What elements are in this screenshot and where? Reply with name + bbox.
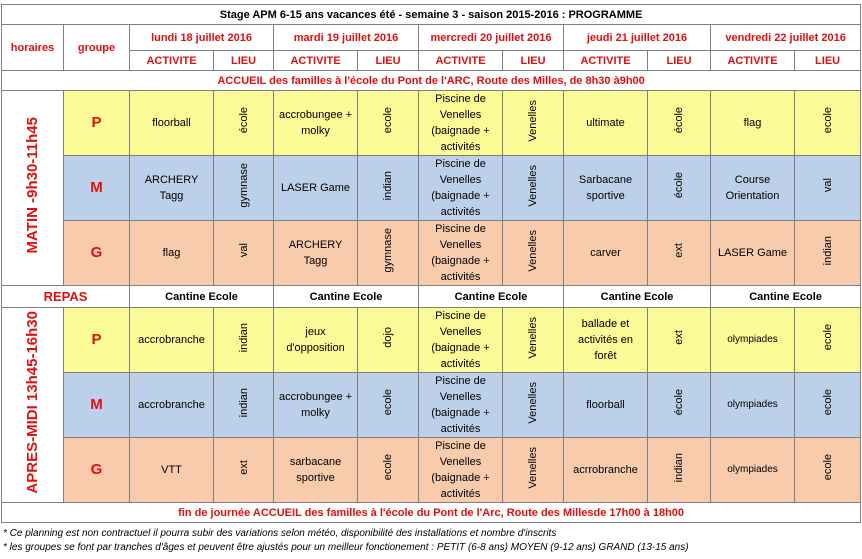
table-row (2, 221, 861, 286)
lieu-cell: Venelles (503, 221, 564, 286)
table-row (2, 91, 861, 156)
cantine-cell: Cantine Ecole (564, 286, 711, 308)
lieu-cell: ecole (358, 438, 419, 503)
activity-cell: floorball (564, 373, 648, 438)
cantine-cell: Cantine Ecole (419, 286, 564, 308)
lieu-cell: indian (214, 373, 274, 438)
activity-cell: jeux d'opposition (274, 308, 358, 373)
repas-row (2, 286, 861, 308)
header-activite: ACTIVITE (419, 51, 503, 71)
group-g: G (64, 221, 130, 286)
activity-cell: accrobranche (130, 373, 214, 438)
note-1: * Ce planning est non contractuel il pourra subir des variations selon météo, disponibilité des installations et nombre d'inscrits (3, 528, 557, 539)
activity-cell: floorball (130, 91, 214, 156)
header-lieu: LIEU (503, 51, 564, 71)
cantine-cell: Cantine Ecole (711, 286, 861, 308)
activity-cell: Course Orientation (711, 156, 795, 221)
group-p: P (64, 91, 130, 156)
accueil-evening: fin de journée ACCUEIL des familles à l'école du Pont de l'Arc, Route des Millesde 17h00 à 18h00 (2, 503, 861, 523)
header-lieu: LIEU (358, 51, 419, 71)
table-row (2, 438, 861, 503)
lieu-cell: indian (214, 308, 274, 373)
notes (3, 527, 689, 555)
lieu-cell: gymnase (214, 156, 274, 221)
activity-cell: accrobungee + molky (274, 91, 358, 156)
lieu-cell: ecole (795, 91, 861, 156)
group-p: P (64, 308, 130, 373)
lieu-cell: gymnase (358, 221, 419, 286)
table-row (2, 373, 861, 438)
activity-cell: ultimate (564, 91, 648, 156)
lieu-cell: école (214, 91, 274, 156)
activity-cell: olympiades (711, 373, 795, 438)
lieu-cell: ecole (358, 373, 419, 438)
lieu-cell: école (648, 373, 711, 438)
activity-cell: flag (711, 91, 795, 156)
lieu-cell: ecole (795, 438, 861, 503)
lieu-cell: Venelles (503, 156, 564, 221)
lieu-cell: ecole (795, 308, 861, 373)
lieu-cell: ext (648, 308, 711, 373)
lieu-cell: ecole (795, 373, 861, 438)
activity-cell: accrobranche (130, 308, 214, 373)
activity-cell: Piscine de Venelles (baignade + activités (419, 91, 503, 156)
header-activite: ACTIVITE (274, 51, 358, 71)
header-activite: ACTIVITE (130, 51, 214, 71)
activity-cell: flag (130, 221, 214, 286)
table-row (2, 156, 861, 221)
note-2: * les groupes se font par tranches d'âges et peuvent être ajustés pour un meilleur fonctionement : PETIT (6-8 ans) MOYEN (9-12 ans) GRAND (13-15 ans) (3, 542, 689, 553)
group-m: M (64, 373, 130, 438)
activity-cell: ARCHERY Tagg (274, 221, 358, 286)
header-day-4: jeudi 21 juillet 2016 (564, 25, 711, 51)
activity-cell: Piscine de Venelles (baignade + activités (419, 373, 503, 438)
group-m: M (64, 156, 130, 221)
activity-cell: sarbacane sportive (274, 438, 358, 503)
header-day-5: vendredi 22 juillet 2016 (711, 25, 861, 51)
lieu-cell: Venelles (503, 373, 564, 438)
slot-matin: MATIN -9h30-11h45 (2, 91, 64, 286)
header-lieu: LIEU (214, 51, 274, 71)
programme-table (1, 4, 861, 523)
activity-cell: accrobungee + molky (274, 373, 358, 438)
page-title: Stage APM 6-15 ans vacances été - semaine 3 - saison 2015-2016 : PROGRAMME (2, 5, 861, 25)
lieu-cell: Venelles (503, 308, 564, 373)
accueil-morning: ACCUEIL des familles à l'école du Pont de l'ARC, Route des Milles, de 8h30 à9h00 (2, 71, 861, 91)
activity-cell: carver (564, 221, 648, 286)
lieu-cell: école (648, 91, 711, 156)
header-day-2: mardi 19 juillet 2016 (274, 25, 419, 51)
activity-cell: Sarbacane sportive (564, 156, 648, 221)
lieu-cell: Venelles (503, 438, 564, 503)
activity-cell: olympiades (711, 438, 795, 503)
cantine-cell: Cantine Ecole (130, 286, 274, 308)
header-lieu: LIEU (795, 51, 861, 71)
slot-apres-midi: APRES-MIDI 13h45-16h30 (2, 308, 64, 503)
header-day-1: lundi 18 juillet 2016 (130, 25, 274, 51)
header-lieu: LIEU (648, 51, 711, 71)
activity-cell: LASER Game (711, 221, 795, 286)
lieu-cell: indian (648, 438, 711, 503)
cantine-cell: Cantine Ecole (274, 286, 419, 308)
header-horaires: horaires (2, 25, 64, 71)
header-activite: ACTIVITE (711, 51, 795, 71)
header-day-3: mercredi 20 juillet 2016 (419, 25, 564, 51)
activity-cell: ARCHERY Tagg (130, 156, 214, 221)
activity-cell: LASER Game (274, 156, 358, 221)
group-g: G (64, 438, 130, 503)
lieu-cell: ext (648, 221, 711, 286)
activity-cell: ballade et activités en forêt (564, 308, 648, 373)
lieu-cell: école (648, 156, 711, 221)
lieu-cell: indian (795, 221, 861, 286)
lieu-cell: val (214, 221, 274, 286)
activity-cell: Piscine de Venelles (baignade + activités (419, 438, 503, 503)
activity-cell: VTT (130, 438, 214, 503)
repas-label: REPAS (2, 286, 130, 308)
activity-cell: Piscine de Venelles (baignade + activités (419, 308, 503, 373)
activity-cell: olympiades (711, 308, 795, 373)
activity-cell: Piscine de Venelles (baignade + activités (419, 156, 503, 221)
table-row (2, 308, 861, 373)
lieu-cell: val (795, 156, 861, 221)
header-groupe: groupe (64, 25, 130, 71)
lieu-cell: ext (214, 438, 274, 503)
activity-cell: acrrobranche (564, 438, 648, 503)
header-activite: ACTIVITE (564, 51, 648, 71)
lieu-cell: ecole (358, 91, 419, 156)
lieu-cell: dojo (358, 308, 419, 373)
lieu-cell: Venelles (503, 91, 564, 156)
activity-cell: Piscine de Venelles (baignade + activités (419, 221, 503, 286)
lieu-cell: indian (358, 156, 419, 221)
